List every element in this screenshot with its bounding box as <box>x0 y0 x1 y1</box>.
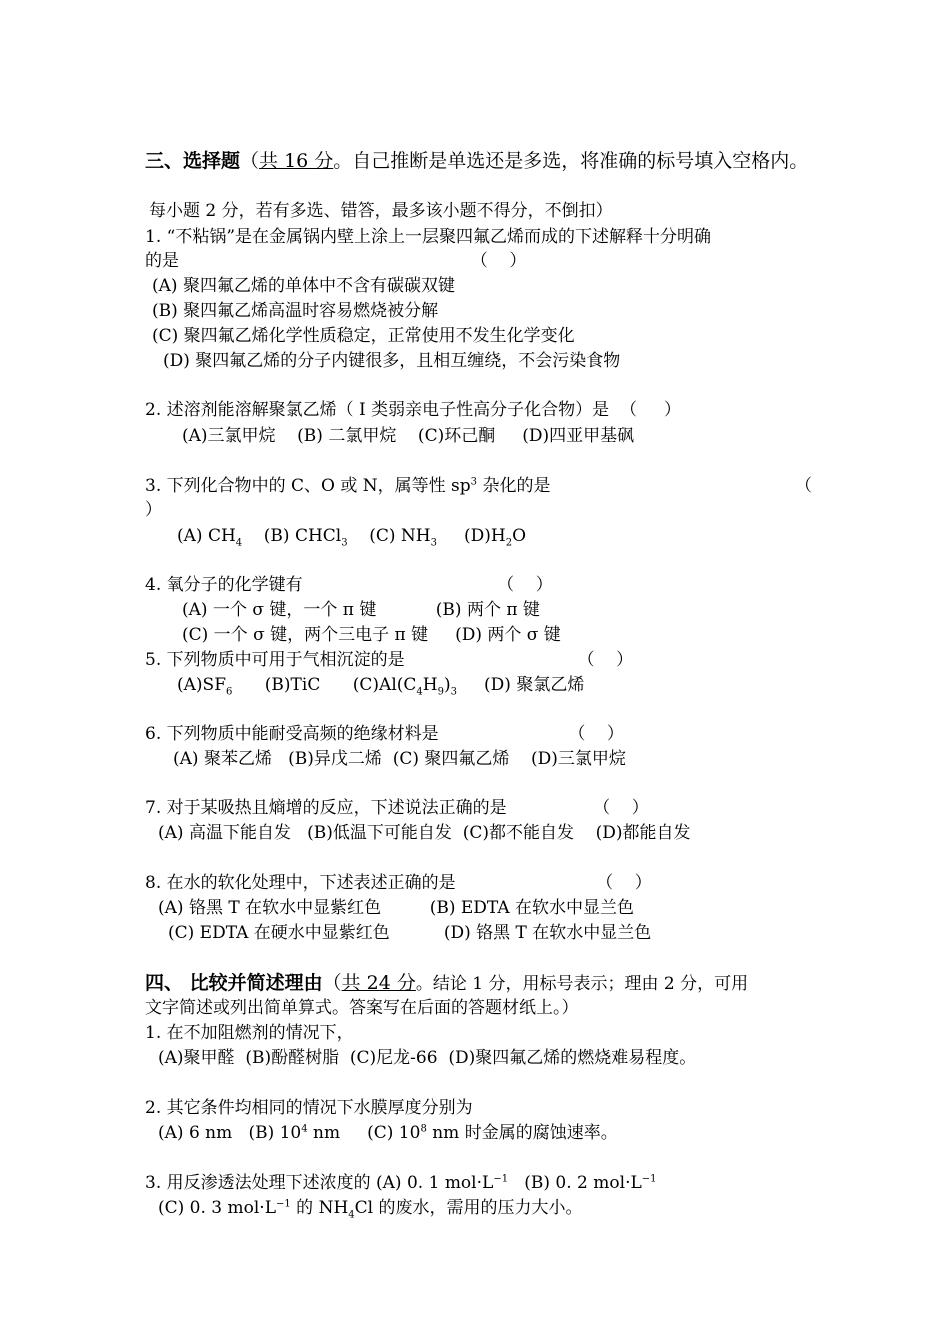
q2-options: (A)三氯甲烷 (B) 二氯甲烷 (C)环己酮 (D)四亚甲基砜 <box>182 426 635 446</box>
q4-options-cd: (C) 一个 σ 键，两个三电子 π 键 (D) 两个 σ 键 <box>182 625 561 645</box>
section-3-title: 三、选择题 <box>145 150 241 172</box>
q1-option-c: (C) 聚四氟乙烯化学性质稳定，正常使用不发生化学变化 <box>152 326 575 346</box>
section-4-instructions: 。结论 1 分，用标号表示；理由 2 分，可用 <box>415 974 749 994</box>
q3-paren-open: （ <box>795 476 812 496</box>
section-3-points: 共 16 分 <box>259 150 334 172</box>
q6-stem: 6. 下列物质中能耐受高频的绝缘材料是 （ ） <box>145 724 624 744</box>
q1-stem-2: 的是 （ ） <box>145 251 527 271</box>
q3-paren-close: ） <box>145 500 162 520</box>
q1-option-a: (A) 聚四氟乙烯的单体中不含有碳碳双键 <box>152 276 455 296</box>
q1-option-b: (B) 聚四氟乙烯高温时容易燃烧被分解 <box>152 301 439 321</box>
p1-options: (A)聚甲醛 (B)酚醛树脂 (C)尼龙-66 (D)聚四氟乙烯的燃烧难易程度。 <box>158 1048 697 1068</box>
p1-stem: 1. 在不加阻燃剂的情况下， <box>145 1023 354 1043</box>
q2-stem: 2. 述溶剂能溶解聚氯乙烯（ I 类弱亲电子性高分子化合物）是 （ ） <box>145 400 681 420</box>
q3-stem: 3. 下列化合物中的 C、O 或 N，属等性 $sp^3$ 杂化的是 <box>145 476 551 496</box>
q6-options: (A) 聚苯乙烯 (B)异戊二烯 (C) 聚四氟乙烯 (D)三氯甲烷 <box>173 749 626 769</box>
q8-stem: 8. 在水的软化处理中，下述表述正确的是 （ ） <box>145 873 652 893</box>
q1-stem-1: 1. “不粘锅”是在金属锅内壁上涂上一层聚四氟乙烯而成的下述解释十分明确 <box>145 227 712 247</box>
section-3-heading: 三、选择题（共 16 分。自己推断是单选还是多选，将准确的标号填入空格内。 <box>145 150 809 172</box>
p3-line-2: (C) 0. 3 $mol\cdot L^{-1}$ 的 $NH_4Cl$ 的废水，需用的压力大小。 <box>158 1198 583 1221</box>
p2-options: (A) 6 nm (B) $10^4$ nm (C) $10^8$ nm 时金属的腐蚀速率。 <box>158 1123 618 1143</box>
q5-options: $(A)SF_6$ (B)TiC $(C)Al(C_4H_9)_3$ (D) 聚氯乙烯 <box>177 675 585 698</box>
section-4-title: 四、 比较并简述理由 <box>145 972 323 994</box>
section-4-instructions-2: 文字简述或列出简单算式。答案写在后面的答题材纸上。） <box>145 998 579 1018</box>
section-3-instructions: 。自己推断是单选还是多选，将准确的标号填入空格内。 <box>333 150 809 172</box>
q4-options-ab: (A) 一个 σ 键，一个 π 键 (B) 两个 π 键 <box>182 600 540 620</box>
q4-stem: 4. 氧分子的化学键有 （ ） <box>145 575 553 595</box>
q5-stem: 5. 下列物质中可用于气相沉淀的是 （ ） <box>145 650 634 670</box>
section-4-points: 共 24 分 <box>341 972 416 994</box>
q3-options: (A) $CH_4$ (B) CHCl$_3$ (C) $NH_3$ $(D)H_2O$ <box>177 526 527 549</box>
p3-line-1: 3. 用反渗透法处理下述浓度的 (A) 0. 1 $mol\cdot L^{-1}$ (B) 0. 2 $mol\cdot L^{-1}$ <box>145 1173 657 1193</box>
section-4-heading: 四、 比较并简述理由（共 24 分。结论 1 分，用标号表示；理由 2 分，可用 <box>145 972 749 994</box>
q8-options-ab: (A) 铬黑 T 在软水中显紫红色 (B) EDTA 在软水中显兰色 <box>158 898 635 918</box>
section-3-instructions-2: 每小题 2 分，若有多选、错答，最多该小题不得分，不倒扣） <box>149 201 613 221</box>
q7-options: (A) 高温下能自发 (B)低温下可能自发 (C)都不能自发 (D)都能自发 <box>158 823 691 843</box>
q1-option-d: (D) 聚四氟乙烯的分子内键很多，且相互缠绕，不会污染食物 <box>163 351 621 371</box>
q7-stem: 7. 对于某吸热且熵增的反应，下述说法正确的是 （ ） <box>145 798 649 818</box>
p2-stem: 2. 其它条件均相同的情况下水膜厚度分别为 <box>145 1098 473 1118</box>
q8-options-cd: (C) EDTA 在硬水中显紫红色 (D) 铬黑 T 在软水中显兰色 <box>168 923 652 943</box>
